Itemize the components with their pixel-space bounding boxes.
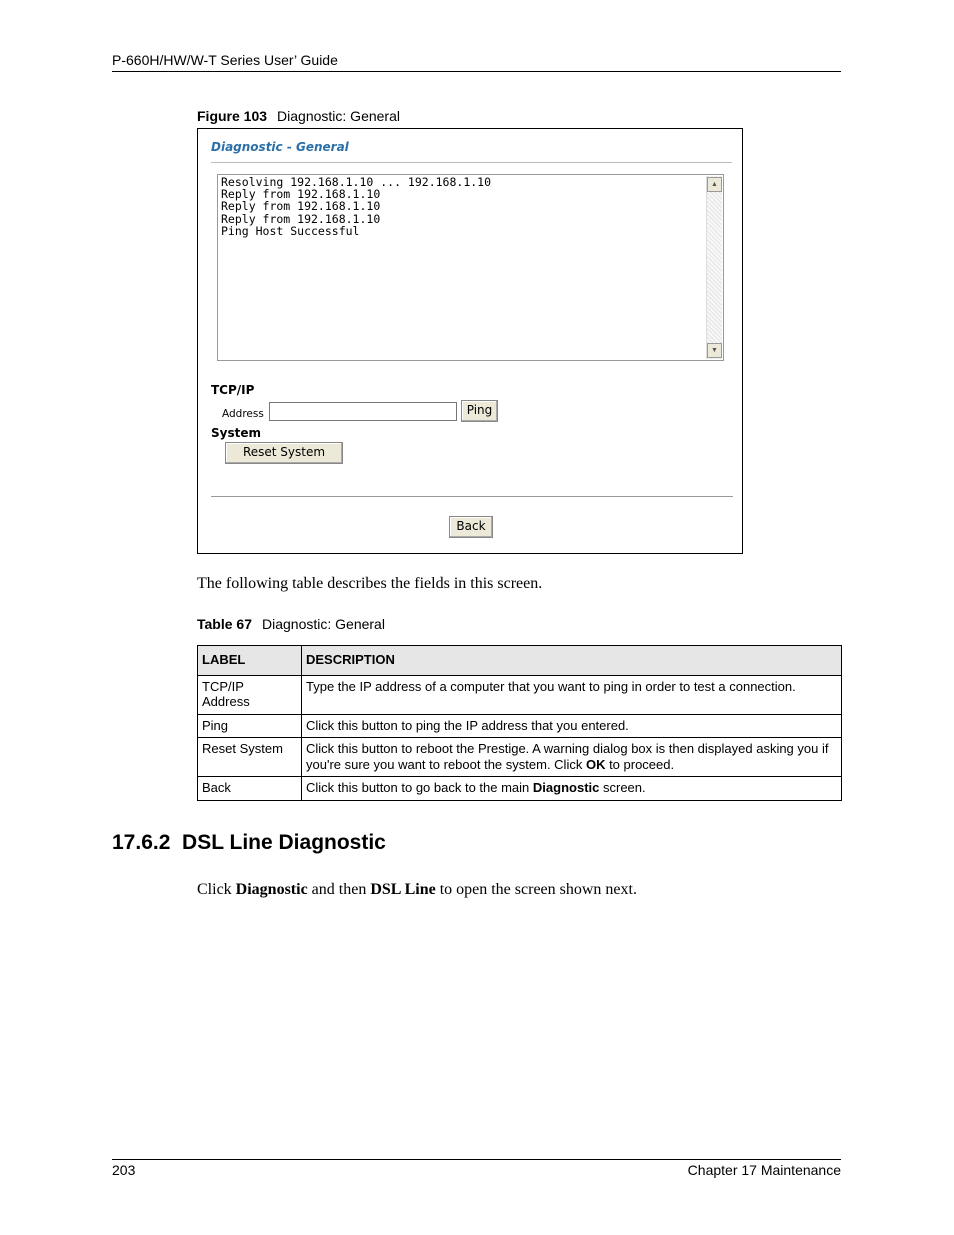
ping-output-textarea[interactable] bbox=[217, 174, 724, 361]
output-line: Resolving 192.168.1.10 ... 192.168.1.10 bbox=[221, 175, 492, 189]
address-label: Address bbox=[222, 408, 264, 420]
table-caption-title: Diagnostic: General bbox=[262, 616, 385, 632]
reset-system-button[interactable]: Reset System bbox=[225, 442, 343, 464]
footer-divider bbox=[211, 496, 733, 497]
intro-paragraph: The following table describes the fields in this screen. bbox=[197, 575, 543, 592]
table-row bbox=[198, 777, 842, 801]
table-row bbox=[198, 675, 842, 714]
scroll-up-arrow-icon[interactable]: ▲ bbox=[707, 177, 722, 192]
row-description: Type the IP address of a computer that you want to ping in order to test a connection. bbox=[302, 675, 842, 714]
description-bold: OK bbox=[585, 756, 606, 772]
screen-title: Diagnostic - General bbox=[211, 140, 349, 154]
tcpip-section-label: TCP/IP bbox=[211, 383, 255, 397]
paragraph-bold: Diagnostic bbox=[235, 881, 308, 898]
ping-output-lines bbox=[221, 176, 491, 237]
row-label-line: TCP/IP bbox=[202, 678, 244, 694]
row-description bbox=[302, 777, 842, 801]
section-heading: 17.6.2 DSL Line Diagnostic bbox=[112, 831, 386, 854]
address-input[interactable] bbox=[269, 402, 457, 421]
column-header-label: LABEL bbox=[198, 646, 302, 676]
scroll-down-arrow-icon[interactable]: ▼ bbox=[707, 343, 722, 358]
figure-caption-title: Diagnostic: General bbox=[277, 108, 400, 124]
footer-rule bbox=[112, 1159, 841, 1160]
figure-caption bbox=[197, 108, 400, 124]
page-number: 203 bbox=[112, 1162, 136, 1178]
column-header-description: DESCRIPTION bbox=[302, 646, 842, 676]
row-label: Reset System bbox=[198, 738, 302, 777]
output-line: Reply from 192.168.1.10 bbox=[221, 211, 381, 226]
description-text: Click this button to reboot the Prestige. A warning dialog box is then displayed asking you if you're sure you want to reboot the system. Click bbox=[306, 741, 829, 772]
output-line: Ping Host Successful bbox=[221, 223, 360, 238]
row-description: Click this button to ping the IP address that you entered. bbox=[302, 714, 842, 738]
paragraph-text: to open the screen shown next. bbox=[435, 881, 637, 898]
paragraph-text: Click bbox=[197, 881, 236, 898]
paragraph-bold: DSL Line bbox=[370, 881, 436, 898]
row-label-line: Address bbox=[202, 694, 250, 709]
running-header: P-660H/HW/W-T Series User’ Guide bbox=[112, 52, 338, 68]
chapter-footer: Chapter 17 Maintenance bbox=[687, 1162, 841, 1178]
description-text: screen. bbox=[599, 780, 646, 795]
title-divider bbox=[211, 162, 732, 163]
section-paragraph bbox=[197, 881, 637, 899]
row-label: Back bbox=[198, 777, 302, 801]
header-rule bbox=[112, 71, 841, 72]
table-row bbox=[198, 738, 842, 777]
row-description bbox=[302, 738, 842, 777]
table-header-row bbox=[198, 646, 842, 676]
output-scrollbar[interactable] bbox=[706, 176, 722, 359]
table-row bbox=[198, 714, 842, 738]
row-label bbox=[198, 675, 302, 714]
description-text: to proceed. bbox=[605, 756, 675, 772]
figure-caption-label: Figure 103 bbox=[197, 108, 268, 124]
paragraph-text: and then bbox=[307, 881, 371, 898]
diagnostic-screenshot bbox=[197, 128, 743, 554]
field-description-table bbox=[197, 645, 842, 801]
description-text: Click this button to go back to the main bbox=[306, 780, 533, 795]
table-caption bbox=[197, 616, 385, 632]
system-section-label: System bbox=[211, 426, 261, 440]
ping-button[interactable]: Ping bbox=[461, 400, 498, 422]
output-line: Reply from 192.168.1.10 bbox=[221, 199, 381, 214]
row-label: Ping bbox=[198, 714, 302, 738]
back-button[interactable]: Back bbox=[449, 516, 493, 538]
description-bold: Diagnostic bbox=[532, 780, 600, 795]
table-caption-label: Table 67 bbox=[197, 616, 252, 632]
output-line: Reply from 192.168.1.10 bbox=[221, 187, 381, 202]
